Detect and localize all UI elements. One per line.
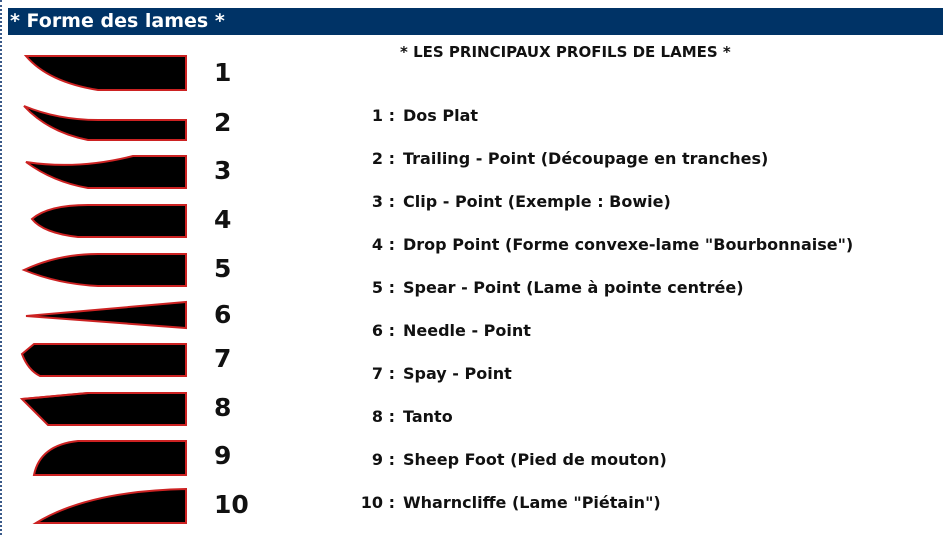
list-item-number: 5 : <box>371 278 395 297</box>
list-item <box>355 450 667 469</box>
blade-row-6 <box>18 296 258 340</box>
list-item-number: 10 : <box>360 493 395 512</box>
list-item-number: 2 : <box>371 149 395 168</box>
list-item <box>355 235 853 254</box>
list-item-number: 7 : <box>371 364 395 383</box>
list-item <box>355 364 512 383</box>
blade-row-4 <box>18 201 258 245</box>
blade-row-5 <box>18 250 258 294</box>
blade-number: 3 <box>214 156 232 185</box>
list-item <box>355 192 671 211</box>
blade-clip-point-icon <box>18 152 198 196</box>
list-item-label: Dos Plat <box>403 106 479 125</box>
blade-number: 8 <box>214 393 232 422</box>
section-header <box>8 8 943 35</box>
blade-drop-point-icon <box>18 201 198 245</box>
blade-row-3 <box>18 152 258 196</box>
blade-number: 1 <box>214 58 232 87</box>
list-item-label: Needle - Point <box>403 321 531 340</box>
blade-sheep-foot-icon <box>18 437 198 481</box>
list-item <box>355 407 453 426</box>
list-item-label: Drop Point (Forme convexe-lame "Bourbonnaise") <box>403 235 854 254</box>
blade-number: 10 <box>214 490 249 519</box>
blade-number: 6 <box>214 300 232 329</box>
blade-needle-point-icon <box>18 296 198 340</box>
list-item <box>355 149 768 168</box>
section-title: * Forme des lames * <box>10 10 225 32</box>
list-title: * LES PRINCIPAUX PROFILS DE LAMES * <box>400 43 731 61</box>
list-item-label: Spear - Point (Lame à pointe centrée) <box>403 278 744 297</box>
blade-spay-point-icon <box>18 340 198 384</box>
list-item-label: Sheep Foot (Pied de mouton) <box>403 450 667 469</box>
list-item-label: Spay - Point <box>403 364 512 383</box>
list-item-number: 9 : <box>371 450 395 469</box>
list-item-label: Wharncliffe (Lame "Piétain") <box>403 493 661 512</box>
blade-spear-point-icon <box>18 250 198 294</box>
blade-wharncliffe-icon <box>18 485 198 529</box>
blade-row-8 <box>18 389 258 433</box>
blade-trailing-point-icon <box>18 102 198 146</box>
blade-number: 4 <box>214 205 232 234</box>
blade-number: 5 <box>214 254 232 283</box>
list-item <box>355 278 744 297</box>
list-item-label: Tanto <box>403 407 453 426</box>
list-item <box>355 493 661 512</box>
list-item-number: 3 : <box>371 192 395 211</box>
list-item-label: Clip - Point (Exemple : Bowie) <box>403 192 671 211</box>
blade-row-7 <box>18 340 258 384</box>
blade-number: 9 <box>214 441 232 470</box>
left-dotted-border <box>0 0 3 535</box>
list-item <box>355 106 478 125</box>
blade-dos-plat-icon <box>18 52 198 96</box>
list-item-number: 6 : <box>371 321 395 340</box>
list-item <box>355 321 531 340</box>
blade-number: 7 <box>214 344 232 373</box>
list-item-number: 8 : <box>371 407 395 426</box>
list-item-number: 1 : <box>371 106 395 125</box>
blade-tanto-icon <box>18 389 198 433</box>
blade-row-1 <box>18 52 258 96</box>
blade-row-2 <box>18 102 258 146</box>
blade-row-10 <box>18 485 258 529</box>
blade-number: 2 <box>214 108 232 137</box>
blade-row-9 <box>18 437 258 481</box>
list-item-label: Trailing - Point (Découpage en tranches) <box>403 149 769 168</box>
list-item-number: 4 : <box>371 235 395 254</box>
